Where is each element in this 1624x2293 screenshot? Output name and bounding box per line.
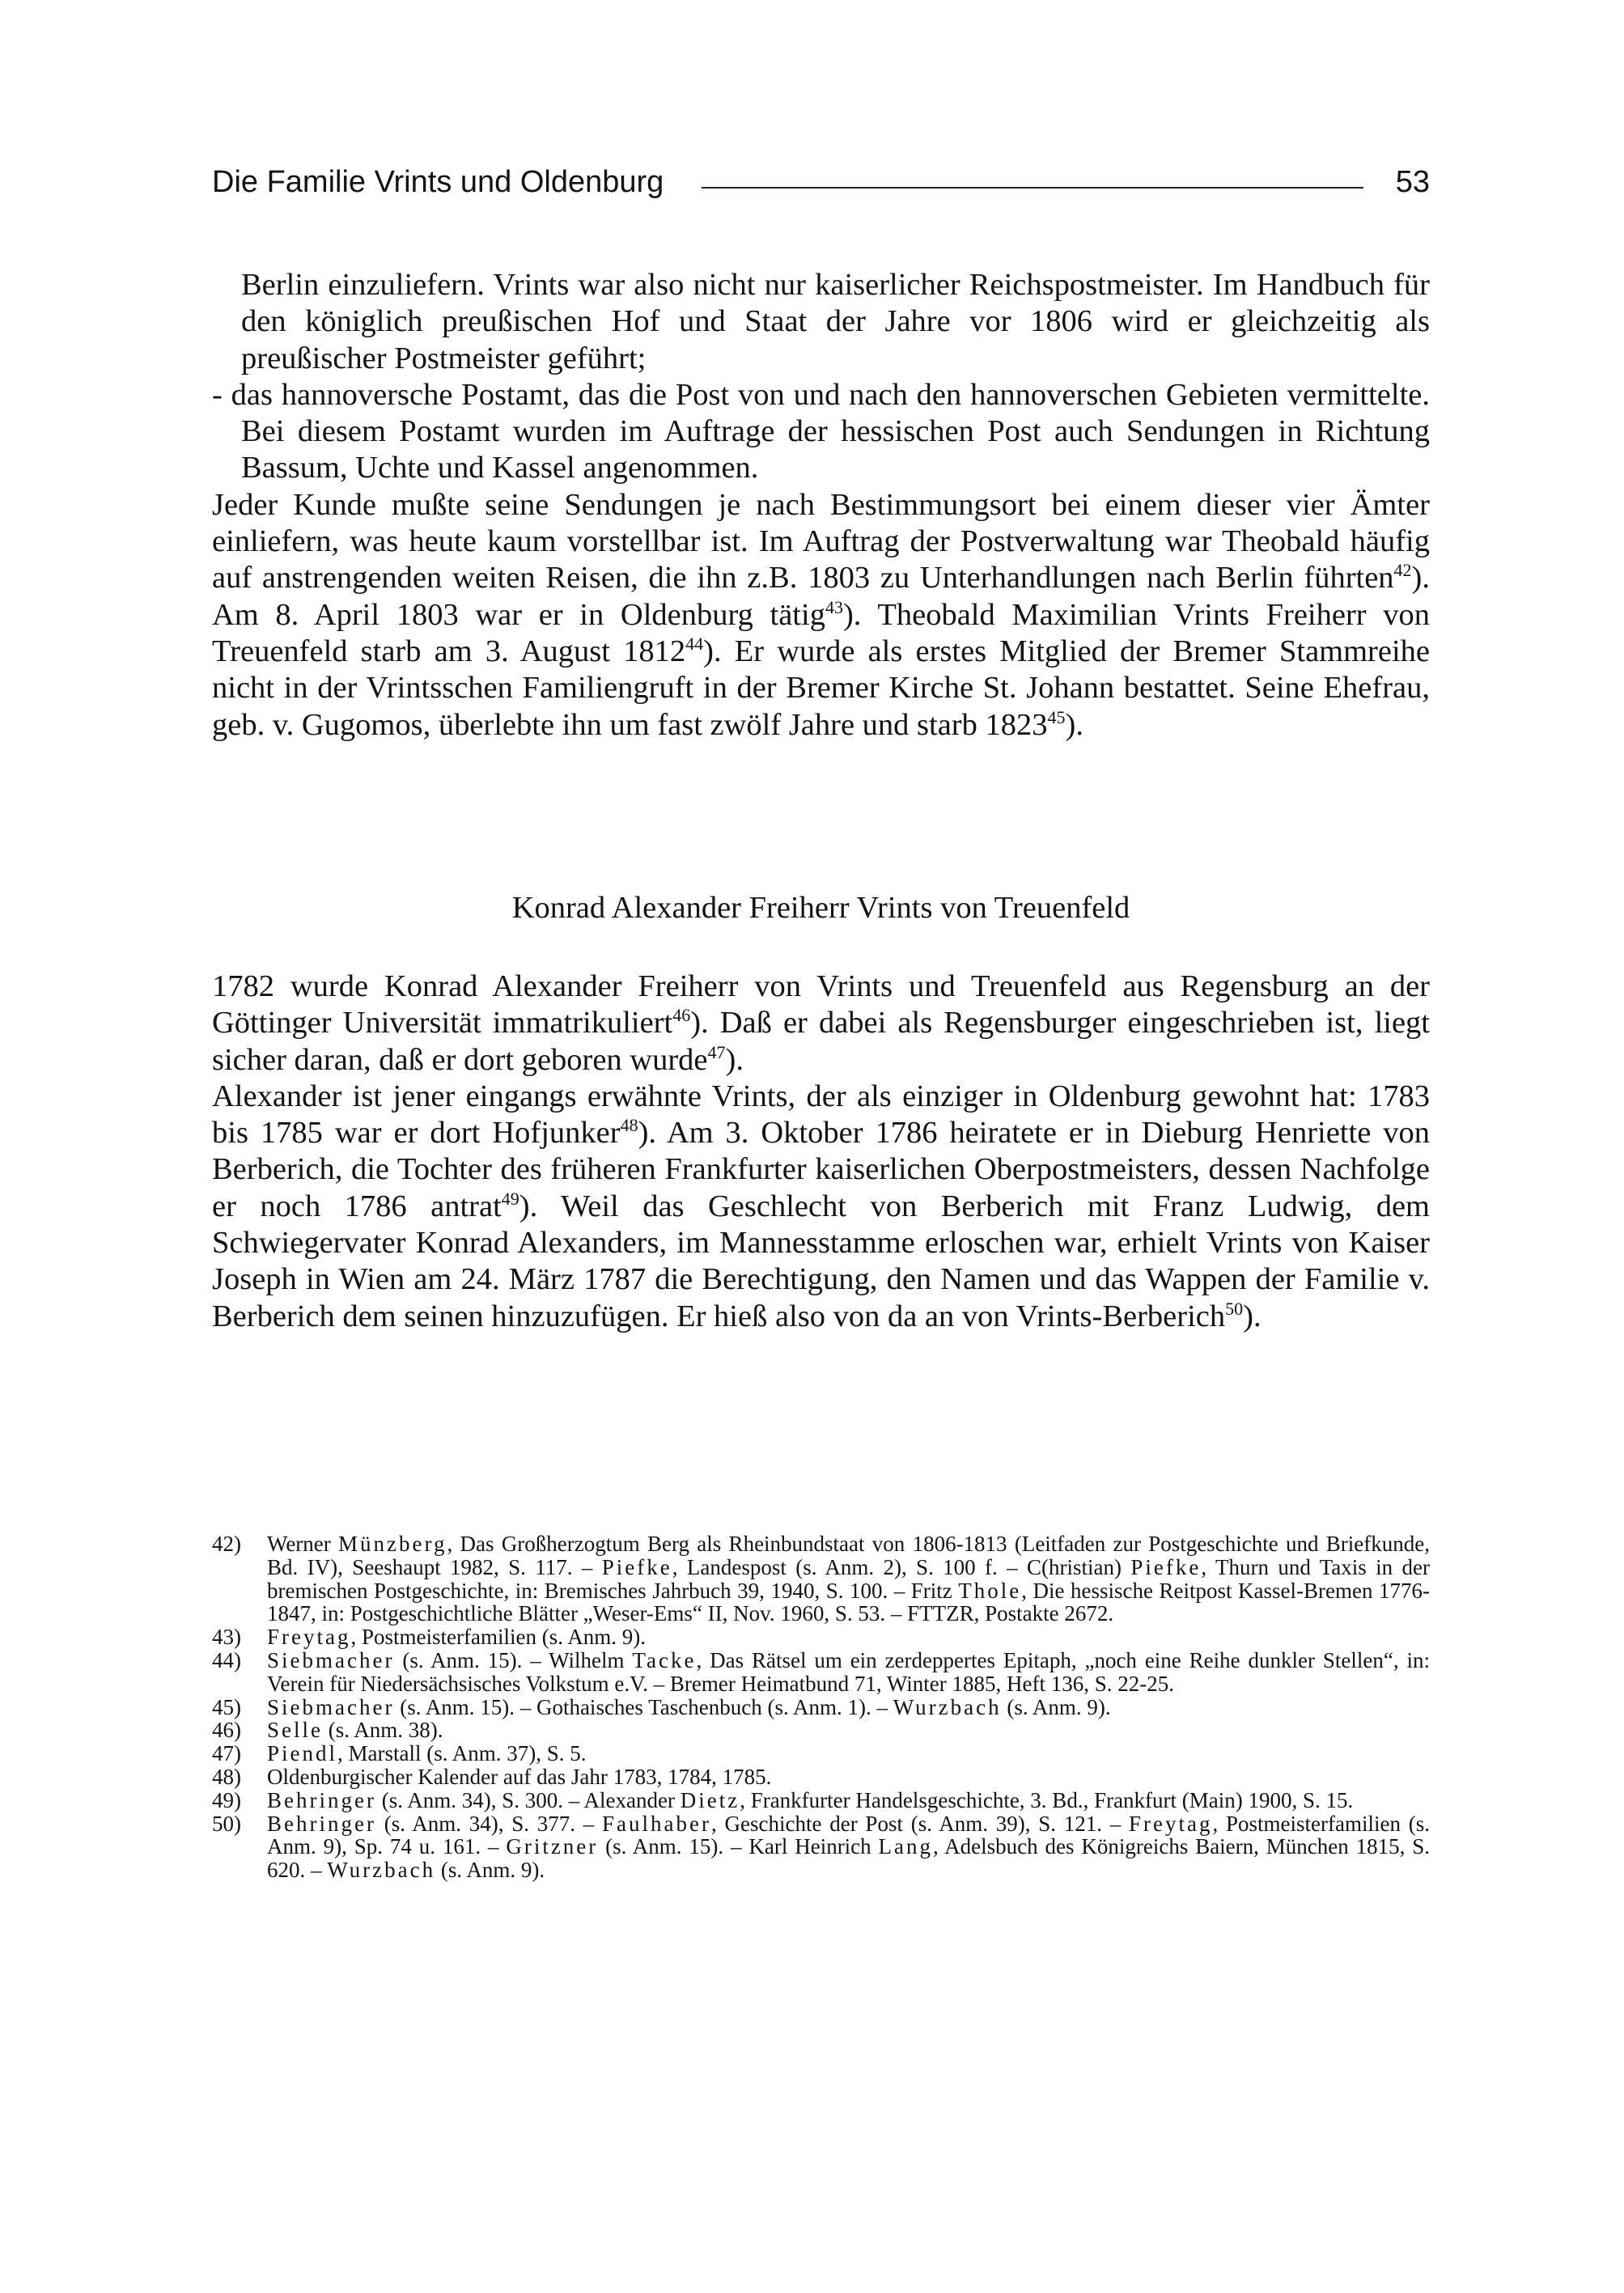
- text-run: ). Am 8. April 1803 war er in Oldenburg tätig: [212, 561, 1430, 632]
- text-run: Oldenburgischer Kalender auf das Jahr 1783, 1784, 1785.: [267, 1764, 772, 1789]
- author-name: Freytag: [267, 1625, 351, 1650]
- author-name: Piendl: [267, 1741, 338, 1766]
- running-head-title: Die Familie Vrints und Oldenburg: [212, 165, 664, 199]
- text-run: ).: [1065, 707, 1083, 742]
- author-name: Piefke: [1130, 1554, 1202, 1579]
- text-run: , Thurn und Taxis in der bremischen Postgeschichte, in: Bremisches Jahrbuch 39, 1940, S. 100. – Fritz: [267, 1554, 1430, 1603]
- footnote-number: 42): [212, 1532, 241, 1556]
- text-run: (s. Anm. 15). – Karl Heinrich: [598, 1834, 879, 1859]
- text-block-1: [212, 267, 1430, 744]
- text-run: , Postmeisterfamilien (s. Anm. 9), Sp. 74 u. 161. –: [267, 1811, 1430, 1859]
- author-name: Wurzbach: [893, 1694, 1002, 1719]
- author-name: Freytag: [1129, 1811, 1213, 1836]
- author-name: Siebmacher: [267, 1647, 395, 1672]
- footnote-ref-47: 47: [707, 1041, 726, 1062]
- paragraph-berlin: Berlin einzuliefern. Vrints war also nicht nur kaiserlicher Reichspostmeister. Im Handbuch für den königlich preußischen Hof und Staat der Jahre vor 1806 wird er gleichzeitig als preußischer Postmeister geführt;: [241, 268, 1430, 375]
- footnote-ref-42: 42: [1393, 560, 1412, 581]
- text-run: , Die hessische Reitpost Kassel-Bremen 1776-1847, in: Postgeschichtliche Blätter „Weser-Ems“ II, Nov. 1960, S. 53. – FTTZR, Postakte 2672.: [267, 1578, 1431, 1626]
- text-run: , Geschichte der Post (s. Anm. 39), S. 121. –: [711, 1811, 1130, 1836]
- text-run: , Postmeisterfamilien (s. Anm. 9).: [350, 1625, 646, 1650]
- footnote-ref-49: 49: [501, 1188, 519, 1209]
- author-name: Behringer: [267, 1787, 376, 1812]
- paragraph-alexander: [212, 1079, 1430, 1335]
- footnote-number: 43): [212, 1625, 241, 1650]
- author-name: Wurzbach: [327, 1858, 436, 1883]
- footnote-ref-44: 44: [685, 633, 704, 654]
- footnote-43: [212, 1625, 1430, 1649]
- footnote-42: [212, 1532, 1430, 1625]
- text-run: ). Daß er dabei als Regensburger eingeschrieben ist, liegt sicher daran, daß er dort geboren wurde: [212, 1006, 1431, 1077]
- footnote-ref-43: 43: [825, 596, 843, 617]
- footnote-47: [212, 1742, 1430, 1765]
- text-run: (s. Anm. 9).: [435, 1858, 545, 1883]
- footnote-number: 47): [212, 1741, 241, 1766]
- footnote-ref-50: 50: [1225, 1298, 1244, 1319]
- text-run: , Adelsbuch des Königreichs Baiern, München 1815, S. 620. –: [267, 1834, 1431, 1883]
- footnote-45: [212, 1696, 1430, 1719]
- footnote-ref-48: 48: [620, 1115, 638, 1136]
- text-run: , Marstall (s. Anm. 37), S. 5.: [337, 1741, 587, 1766]
- paragraph-jeder-kunde: [212, 487, 1430, 744]
- footnote-number: 50): [212, 1811, 241, 1836]
- author-name: Münzberg: [338, 1532, 447, 1556]
- text-run: ). Am 3. Oktober 1786 heiratete er in Dieburg Henriette von Berberich, die Tochter des früheren Frankfurter kaiserlichen Oberpostmeisters, dessen Nachfolge er noch 1786 antrat: [212, 1116, 1430, 1223]
- text-run: , Das Großherzogtum Berg als Rheinbundstaat von 1806-1813 (Leitfaden zur Postgeschichte und Briefkunde, Bd. IV), Seeshaupt 1982, S. 117. –: [267, 1532, 1430, 1579]
- author-name: Siebmacher: [267, 1694, 395, 1719]
- text-run: ). Er wurde als erstes Mitglied der Bremer Stammreihe nicht in der Vrintsschen Familiengruft in der Bremer Kirche St. Johann bestattet. Seine Ehefrau, geb. v. Gugomos, überlebte ihn um fast zwölf Jahre und starb 1823: [212, 634, 1430, 742]
- footnote-number: 45): [212, 1694, 241, 1719]
- text-run: Alexander ist jener eingangs erwähnte Vrints, der als einziger in Oldenburg gewohnt hat: 1783 bis 1785 war er dort Hofjunker: [212, 1079, 1430, 1151]
- author-name: Dietz: [680, 1787, 740, 1812]
- footnote-number: 44): [212, 1647, 241, 1672]
- text-run: ).: [725, 1042, 744, 1077]
- footnote-number: 46): [212, 1718, 241, 1743]
- page-number: 53: [1395, 165, 1430, 199]
- paragraph-immatrikuliert: [212, 968, 1430, 1079]
- footnote-number: 49): [212, 1787, 241, 1812]
- text-run: (s. Anm. 34), S. 377. –: [375, 1811, 603, 1836]
- text-block-2: [212, 968, 1430, 1335]
- paragraph-hannoversche-postamt: - das hannoversche Postamt, das die Post von und nach den hannoverschen Gebieten vermittelte. Bei diesem Postamt wurden im Auftrage der hessischen Post auch Sendungen in Richtung Bassum, Uchte und Kassel angenommen.: [212, 377, 1430, 485]
- text-run: , Das Rätsel um ein zerdeppertes Epitaph, „noch eine Reihe dunkler Stellen“, in: Verein für Niedersächsisches Volkstum e.V. – Bremer Heimatbund 71, Winter 1885, Heft 136, S. 22-25.: [267, 1647, 1430, 1696]
- footnote-49: [212, 1789, 1430, 1812]
- footnote-ref-45: 45: [1047, 706, 1066, 727]
- text-run: ).: [1243, 1299, 1261, 1333]
- text-run: (s. Anm. 15). – Wilhelm: [394, 1647, 633, 1672]
- running-head: [212, 165, 1430, 207]
- text-run: ). Weil das Geschlecht von Berberich mit Franz Ludwig, dem Schwiegervater Konrad Alexanders, im Mannesstamme erloschen war, erhielt Vrints von Kaiser Joseph in Wien am 24. März 1787 die Berechtigung, den Namen und das Wappen der Familie v. Berberich dem seinen hinzuzufügen. Er hieß also von da an von Vrints-Berberich: [212, 1189, 1430, 1333]
- author-name: Selle: [267, 1718, 323, 1743]
- text-run: 1782 wurde Konrad Alexander Freiherr von Vrints und Treuenfeld aus Regensburg an der Göttinger Universität immatrikuliert: [212, 969, 1430, 1041]
- author-name: Lang: [878, 1834, 934, 1859]
- author-name: Faulhaber: [602, 1811, 711, 1836]
- text-run: ). Theobald Maximilian Vrints Freiherr von Treuenfeld starb am 3. August 1812: [212, 597, 1430, 668]
- footnote-ref-46: 46: [672, 1005, 691, 1026]
- author-name: Thole: [958, 1578, 1022, 1603]
- footnote-50: [212, 1812, 1430, 1882]
- text-run: (s. Anm. 9).: [1001, 1694, 1111, 1719]
- text-run: Jeder Kunde mußte seine Sendungen je nach Bestimmungsort bei einem dieser vier Ämter einliefern, was heute kaum vorstellbar ist. Im Auftrag der Postverwaltung war Theobald häufig auf anstrengenden weiten Reisen, die ihn z.B. 1803 zu Unterhandlungen nach Berlin führten: [212, 487, 1430, 596]
- text-run: Werner: [267, 1532, 339, 1556]
- section-heading: Konrad Alexander Freiherr Vrints von Treuenfeld: [511, 891, 1130, 925]
- author-name: Behringer: [267, 1811, 376, 1836]
- footnotes: [212, 1532, 1430, 1882]
- text-run: (s. Anm. 38).: [323, 1718, 443, 1743]
- footnote-44: [212, 1649, 1430, 1696]
- author-name: Piefke: [601, 1554, 672, 1579]
- text-run: , Frankfurter Handelsgeschichte, 3. Bd., Frankfurt (Main) 1900, S. 15.: [740, 1787, 1354, 1812]
- footnote-number: 48): [212, 1764, 241, 1789]
- text-run: , Landespost (s. Anm. 2), S. 100 f. – C(hristian): [672, 1554, 1131, 1579]
- footnote-46: [212, 1719, 1430, 1742]
- text-run: (s. Anm. 34), S. 300. – Alexander: [375, 1787, 681, 1812]
- footnote-48: [212, 1765, 1430, 1789]
- author-name: Gritzner: [506, 1834, 599, 1859]
- author-name: Tacke: [632, 1647, 697, 1672]
- text-run: (s. Anm. 15). – Gothaisches Taschenbuch (s. Anm. 1). –: [394, 1694, 893, 1719]
- running-head-rule: [702, 187, 1363, 189]
